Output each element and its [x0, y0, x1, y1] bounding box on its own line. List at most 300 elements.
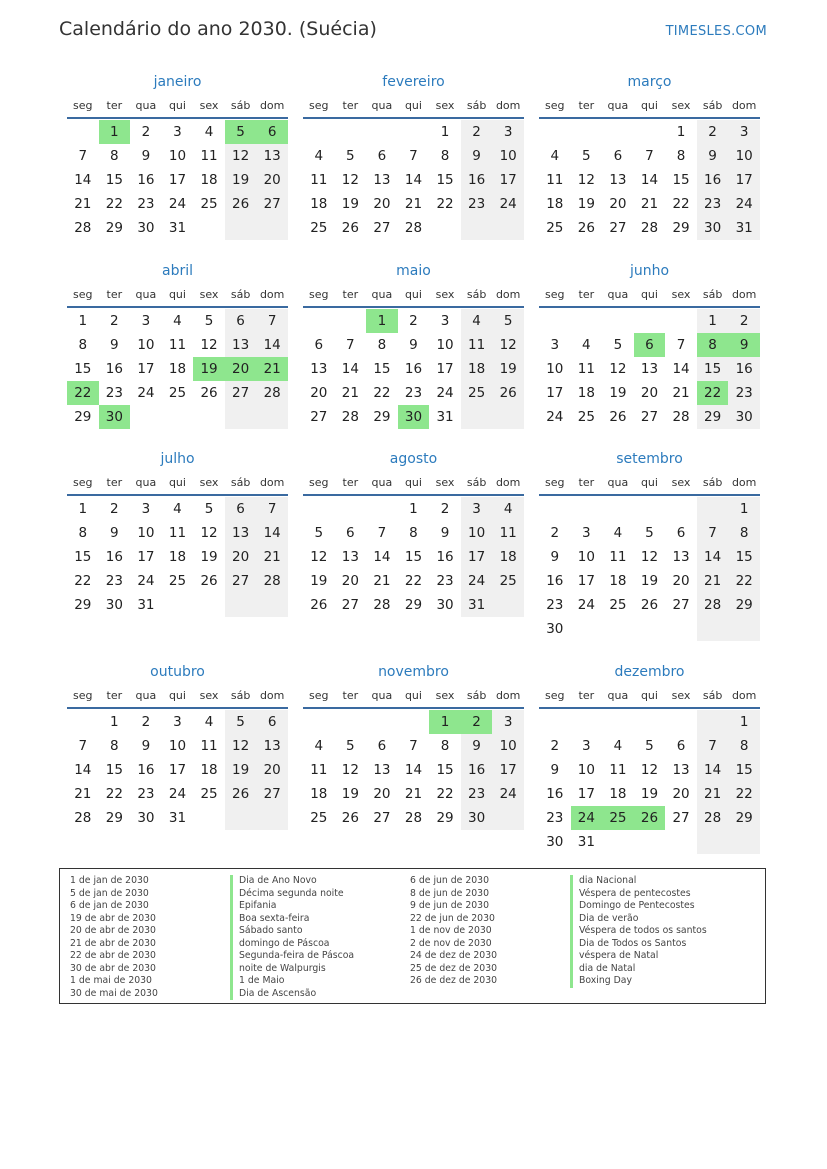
- day-cell: [162, 405, 194, 429]
- day-cell: 5: [346, 148, 355, 164]
- day-cell: 17: [168, 172, 187, 188]
- day-cell: 12: [310, 549, 328, 565]
- week-row: [303, 782, 524, 806]
- legend-names-column: [230, 875, 354, 1000]
- weekend-day-cell: 16: [697, 168, 729, 192]
- day-cell: 11: [310, 762, 328, 778]
- day-cell: 2: [110, 313, 119, 329]
- weekday-header: [303, 686, 524, 706]
- week-row: [303, 806, 524, 830]
- holiday-day-cell: 2: [461, 710, 493, 734]
- weekend-day-cell: 27: [256, 192, 288, 216]
- weekend-day-cell: 19: [492, 357, 524, 381]
- week-row: [303, 569, 524, 593]
- weekend-day-cell: 12: [492, 333, 524, 357]
- day-cell: 26: [577, 220, 595, 236]
- day-cell: [571, 497, 603, 521]
- day-cell: 30: [546, 834, 564, 850]
- weekday-label: ter: [578, 99, 595, 112]
- weekend-day-cell: 15: [728, 545, 760, 569]
- day-cell: 24: [137, 573, 155, 589]
- legend-holiday-name: Epifania: [230, 900, 354, 913]
- week-row: [67, 405, 288, 429]
- weekend-day-cell: 2: [728, 309, 760, 333]
- legend-holiday-name: Dia de Ascensão: [230, 988, 354, 1001]
- day-cell: 4: [613, 738, 623, 754]
- page-title: Calendário do ano 2030. (Suécia): [59, 18, 377, 40]
- day-cell: 12: [609, 361, 627, 377]
- week-row: [303, 120, 524, 144]
- month-fevereiro: [303, 72, 524, 240]
- day-cell: 26: [609, 409, 627, 425]
- weekday-label: qui: [404, 99, 422, 112]
- legend-date: 19 de abr de 2030: [70, 912, 156, 924]
- weekday-label: qua: [371, 288, 393, 301]
- week-row: [303, 758, 524, 782]
- day-cell: 3: [440, 313, 450, 329]
- day-cell: 15: [373, 361, 391, 377]
- day-cell: 13: [373, 762, 391, 778]
- day-cell: 28: [404, 810, 423, 826]
- day-cell: 10: [137, 525, 155, 541]
- day-cell: [366, 710, 398, 734]
- holiday-day-cell: 8: [697, 333, 729, 357]
- weekend-day-cell: 24: [492, 782, 524, 806]
- weekend-day-cell: 16: [461, 758, 493, 782]
- day-cell: 15: [436, 172, 454, 188]
- day-cell: 1: [78, 313, 88, 329]
- day-cell: 23: [546, 810, 564, 826]
- legend-holiday-name: dia Nacional: [570, 875, 707, 888]
- holiday-day-cell: 21: [256, 357, 288, 381]
- day-cell: 20: [672, 786, 690, 802]
- weekday-label: sáb: [466, 689, 487, 702]
- day-cell: 13: [640, 361, 659, 377]
- day-cell: [539, 309, 571, 333]
- day-cell: 3: [582, 525, 591, 541]
- day-cell: 3: [173, 124, 182, 140]
- month-janeiro: [67, 72, 288, 240]
- day-cell: [130, 405, 162, 429]
- weeks: [539, 309, 760, 429]
- day-cell: 5: [645, 525, 654, 541]
- day-cell: 9: [141, 738, 151, 754]
- weekday-label: ter: [342, 689, 359, 702]
- day-cell: 28: [404, 220, 423, 236]
- legend-names-column: [570, 875, 707, 988]
- weekend-day-cell: 20: [256, 758, 288, 782]
- week-row: [67, 216, 288, 240]
- month-name: maio: [396, 263, 431, 279]
- day-cell: 24: [436, 385, 454, 401]
- day-cell: 18: [168, 549, 187, 565]
- day-cell: 23: [105, 573, 123, 589]
- week-row: [67, 357, 288, 381]
- day-cell: 13: [672, 549, 690, 565]
- week-row: [303, 545, 524, 569]
- day-cell: 29: [105, 810, 123, 826]
- header-divider: [303, 117, 524, 119]
- weekday-label: qua: [135, 476, 157, 489]
- week-row: [539, 144, 760, 168]
- month-maio: [303, 261, 524, 429]
- day-cell: [602, 497, 634, 521]
- weekend-day-cell: 28: [256, 381, 288, 405]
- day-cell: 21: [404, 196, 423, 212]
- day-cell: 19: [310, 573, 328, 589]
- day-cell: 5: [613, 337, 623, 353]
- day-cell: [335, 497, 367, 521]
- weekend-day-cell: 27: [225, 381, 257, 405]
- day-cell: 18: [577, 385, 595, 401]
- weekend-day-cell: 20: [225, 545, 257, 569]
- week-row: [303, 497, 524, 521]
- weekday-label: qui: [640, 99, 658, 112]
- holiday-day-cell: 25: [602, 806, 634, 830]
- day-cell: 15: [105, 172, 123, 188]
- weekday-label: dom: [259, 689, 285, 702]
- day-cell: 3: [141, 313, 151, 329]
- day-cell: [67, 710, 99, 734]
- day-cell: 14: [74, 762, 92, 778]
- header-divider: [67, 707, 288, 709]
- day-cell: [665, 309, 697, 333]
- day-cell: 12: [577, 172, 595, 188]
- day-cell: [571, 617, 603, 641]
- day-cell: 15: [404, 549, 423, 565]
- day-cell: 27: [672, 597, 690, 613]
- day-cell: 27: [609, 220, 627, 236]
- day-cell: [225, 593, 257, 617]
- weekday-label: seg: [309, 476, 329, 489]
- day-cell: 24: [546, 409, 564, 425]
- day-cell: 18: [310, 196, 328, 212]
- legend-date: 2 de nov de 2030: [410, 937, 492, 949]
- day-cell: 25: [200, 786, 218, 802]
- weekday-label: sex: [671, 288, 691, 301]
- day-cell: 6: [377, 738, 387, 754]
- day-cell: [162, 593, 194, 617]
- day-cell: 20: [672, 573, 690, 589]
- day-cell: 20: [341, 573, 359, 589]
- day-cell: 30: [546, 621, 564, 637]
- weekend-day-cell: 5: [492, 309, 524, 333]
- month-setembro: [539, 449, 760, 641]
- day-cell: 20: [373, 196, 391, 212]
- legend-date: 21 de abr de 2030: [70, 937, 156, 949]
- day-cell: [193, 806, 225, 830]
- legend-holiday-name: Dia de Todos os Santos: [570, 938, 707, 951]
- legend-holiday-name: Sábado santo: [230, 925, 354, 938]
- day-cell: 29: [404, 597, 423, 613]
- day-cell: 16: [137, 172, 155, 188]
- weekday-label: qui: [404, 689, 422, 702]
- day-cell: [492, 216, 524, 240]
- weekend-day-cell: 6: [225, 497, 257, 521]
- day-cell: [665, 617, 697, 641]
- day-cell: [697, 497, 729, 521]
- weekend-day-cell: 8: [728, 521, 760, 545]
- day-cell: 17: [546, 385, 564, 401]
- weekend-day-cell: 11: [461, 333, 493, 357]
- day-cell: 9: [550, 762, 560, 778]
- weekday-label: ter: [106, 689, 123, 702]
- weekend-day-cell: 14: [697, 545, 729, 569]
- week-row: [539, 806, 760, 830]
- day-cell: 17: [137, 361, 155, 377]
- day-cell: 13: [341, 549, 359, 565]
- day-cell: 4: [173, 313, 182, 329]
- day-cell: 19: [609, 385, 627, 401]
- day-cell: 21: [640, 196, 659, 212]
- weekday-label: sex: [671, 99, 691, 112]
- month-name: abril: [161, 263, 193, 279]
- day-cell: 19: [200, 549, 218, 565]
- month-name: dezembro: [614, 664, 685, 680]
- weekend-day-cell: 18: [461, 357, 493, 381]
- day-cell: [602, 617, 634, 641]
- day-cell: 4: [613, 525, 623, 541]
- holiday-day-cell: 20: [225, 357, 257, 381]
- day-cell: 3: [550, 337, 560, 353]
- weekend-day-cell: 24: [461, 569, 493, 593]
- day-cell: 11: [168, 337, 187, 353]
- weekend-day-cell: 24: [492, 192, 524, 216]
- day-cell: [67, 120, 99, 144]
- week-row: [539, 120, 760, 144]
- header-divider: [539, 117, 760, 119]
- week-row: [539, 497, 760, 521]
- day-cell: 2: [550, 525, 560, 541]
- day-cell: 10: [436, 337, 454, 353]
- day-cell: 28: [74, 810, 92, 826]
- day-cell: [429, 216, 461, 240]
- day-cell: 3: [582, 738, 591, 754]
- day-cell: 27: [310, 409, 328, 425]
- day-cell: 12: [341, 762, 359, 778]
- day-cell: 22: [436, 786, 454, 802]
- weekday-label: ter: [342, 99, 359, 112]
- day-cell: 22: [74, 573, 92, 589]
- day-cell: 29: [105, 220, 123, 236]
- day-cell: 14: [404, 762, 423, 778]
- day-cell: 19: [640, 573, 659, 589]
- day-cell: 14: [373, 549, 391, 565]
- week-row: [67, 782, 288, 806]
- week-row: [539, 216, 760, 240]
- weekend-day-cell: 27: [225, 569, 257, 593]
- day-cell: 16: [137, 762, 155, 778]
- weekend-day-cell: 7: [697, 521, 729, 545]
- week-row: [67, 309, 288, 333]
- day-cell: 31: [436, 409, 454, 425]
- week-row: [539, 405, 760, 429]
- weekend-day-cell: 15: [697, 357, 729, 381]
- weekday-label: dom: [495, 689, 521, 702]
- day-cell: 8: [78, 525, 88, 541]
- day-cell: 15: [436, 762, 454, 778]
- weekend-day-cell: 11: [492, 521, 524, 545]
- weekday-label: dom: [731, 689, 757, 702]
- day-cell: 22: [672, 196, 690, 212]
- legend-holiday-name: dia de Natal: [570, 963, 707, 976]
- weekend-day-cell: 28: [256, 569, 288, 593]
- weekday-label: sex: [199, 288, 219, 301]
- weekend-day-cell: 9: [461, 144, 493, 168]
- week-row: [303, 357, 524, 381]
- month-name: julho: [160, 451, 195, 467]
- weekday-label: ter: [342, 476, 359, 489]
- weekend-day-cell: 10: [461, 521, 493, 545]
- day-cell: [697, 617, 729, 641]
- day-cell: 26: [310, 597, 328, 613]
- weekend-day-cell: 3: [728, 120, 760, 144]
- day-cell: [256, 593, 288, 617]
- day-cell: 4: [550, 148, 560, 164]
- weekday-label: seg: [73, 99, 93, 112]
- month-dezembro: [539, 662, 760, 854]
- day-cell: 18: [546, 196, 564, 212]
- weekday-label: dom: [731, 288, 757, 301]
- weekday-label: seg: [73, 288, 93, 301]
- week-row: [539, 593, 760, 617]
- week-row: [67, 710, 288, 734]
- legend-holiday-name: Décima segunda noite: [230, 888, 354, 901]
- weekday-label: seg: [545, 288, 565, 301]
- week-row: [67, 381, 288, 405]
- holiday-day-cell: 24: [571, 806, 603, 830]
- weeks: [539, 710, 760, 854]
- day-cell: [697, 710, 729, 734]
- legend-holiday-name: Dia de Ano Novo: [230, 875, 354, 888]
- legend-holiday-name: domingo de Páscoa: [230, 938, 354, 951]
- week-row: [539, 357, 760, 381]
- week-row: [539, 381, 760, 405]
- week-row: [67, 120, 288, 144]
- day-cell: [303, 309, 335, 333]
- weekday-header: [539, 473, 760, 493]
- day-cell: 27: [672, 810, 690, 826]
- week-row: [67, 569, 288, 593]
- weekday-label: seg: [309, 99, 329, 112]
- day-cell: [303, 120, 335, 144]
- weekend-day-cell: 21: [697, 782, 729, 806]
- weekend-day-cell: 24: [728, 192, 760, 216]
- day-cell: 19: [640, 786, 659, 802]
- weekend-day-cell: 7: [697, 734, 729, 758]
- day-cell: 7: [78, 148, 88, 164]
- day-cell: 11: [577, 361, 595, 377]
- legend-holiday-name: Véspera de todos os santos: [570, 925, 707, 938]
- day-cell: 18: [609, 573, 627, 589]
- day-cell: [634, 120, 666, 144]
- legend-date: 1 de mai de 2030: [70, 975, 152, 986]
- weekend-day-cell: 13: [256, 734, 288, 758]
- legend-holiday-name: Boa sexta-feira: [230, 913, 354, 926]
- weekend-day-cell: 13: [225, 521, 257, 545]
- day-cell: 13: [672, 762, 690, 778]
- day-cell: 2: [141, 124, 151, 140]
- day-cell: [634, 830, 666, 854]
- weekend-day-cell: 29: [728, 593, 760, 617]
- weekend-day-cell: 29: [728, 806, 760, 830]
- day-cell: 7: [409, 148, 418, 164]
- weekday-label: qui: [640, 689, 658, 702]
- weekend-day-cell: 30: [728, 405, 760, 429]
- weekend-day-cell: 25: [461, 381, 493, 405]
- weekend-day-cell: 16: [728, 357, 760, 381]
- day-cell: 13: [373, 172, 391, 188]
- weekend-day-cell: 23: [461, 782, 493, 806]
- legend-date: 1 de jan de 2030: [70, 875, 149, 886]
- day-cell: 26: [341, 220, 359, 236]
- weekday-label: seg: [73, 476, 93, 489]
- weekend-day-cell: 9: [697, 144, 729, 168]
- weekday-label: ter: [578, 288, 595, 301]
- weekday-label: sex: [671, 476, 691, 489]
- brand-link[interactable]: TIMESLES.COM: [665, 24, 767, 39]
- day-cell: [571, 120, 603, 144]
- day-cell: 15: [672, 172, 690, 188]
- weekday-header: [67, 96, 288, 116]
- weekday-header: [539, 686, 760, 706]
- weekday-label: seg: [73, 689, 93, 702]
- day-cell: 26: [200, 385, 218, 401]
- day-cell: 8: [78, 337, 88, 353]
- weekend-day-cell: 3: [492, 710, 524, 734]
- weekday-label: dom: [259, 288, 285, 301]
- weekend-day-cell: 1: [728, 710, 760, 734]
- weekday-label: sáb: [230, 476, 251, 489]
- weekend-day-cell: 21: [697, 569, 729, 593]
- weekday-label: ter: [106, 288, 123, 301]
- weekday-label: qua: [135, 288, 157, 301]
- legend-date: 1 de nov de 2030: [410, 925, 492, 936]
- day-cell: 14: [74, 172, 92, 188]
- weekend-day-cell: 14: [256, 521, 288, 545]
- day-cell: 11: [546, 172, 564, 188]
- week-row: [67, 593, 288, 617]
- day-cell: 9: [409, 337, 418, 353]
- weekday-label: sáb: [702, 99, 723, 112]
- day-cell: 1: [110, 714, 119, 730]
- weekend-day-cell: 10: [492, 144, 524, 168]
- day-cell: [303, 710, 335, 734]
- day-cell: 4: [314, 148, 324, 164]
- weekend-day-cell: 12: [225, 144, 257, 168]
- weekend-day-cell: 14: [697, 758, 729, 782]
- day-cell: 28: [74, 220, 92, 236]
- weekend-day-cell: 26: [492, 381, 524, 405]
- day-cell: 24: [137, 385, 155, 401]
- day-cell: 5: [582, 148, 591, 164]
- weekend-day-cell: 6: [225, 309, 257, 333]
- day-cell: [256, 216, 288, 240]
- day-cell: 29: [74, 409, 92, 425]
- weekday-label: sex: [435, 476, 455, 489]
- day-cell: 8: [676, 148, 686, 164]
- day-cell: 23: [546, 597, 564, 613]
- weekday-header: [67, 285, 288, 305]
- weekend-day-cell: 22: [728, 569, 760, 593]
- day-cell: 5: [645, 738, 654, 754]
- day-cell: 5: [204, 313, 214, 329]
- day-cell: 27: [640, 409, 659, 425]
- day-cell: 19: [577, 196, 595, 212]
- legend-date: 30 de mai de 2030: [70, 987, 158, 999]
- day-cell: 16: [105, 361, 123, 377]
- day-cell: 20: [609, 196, 627, 212]
